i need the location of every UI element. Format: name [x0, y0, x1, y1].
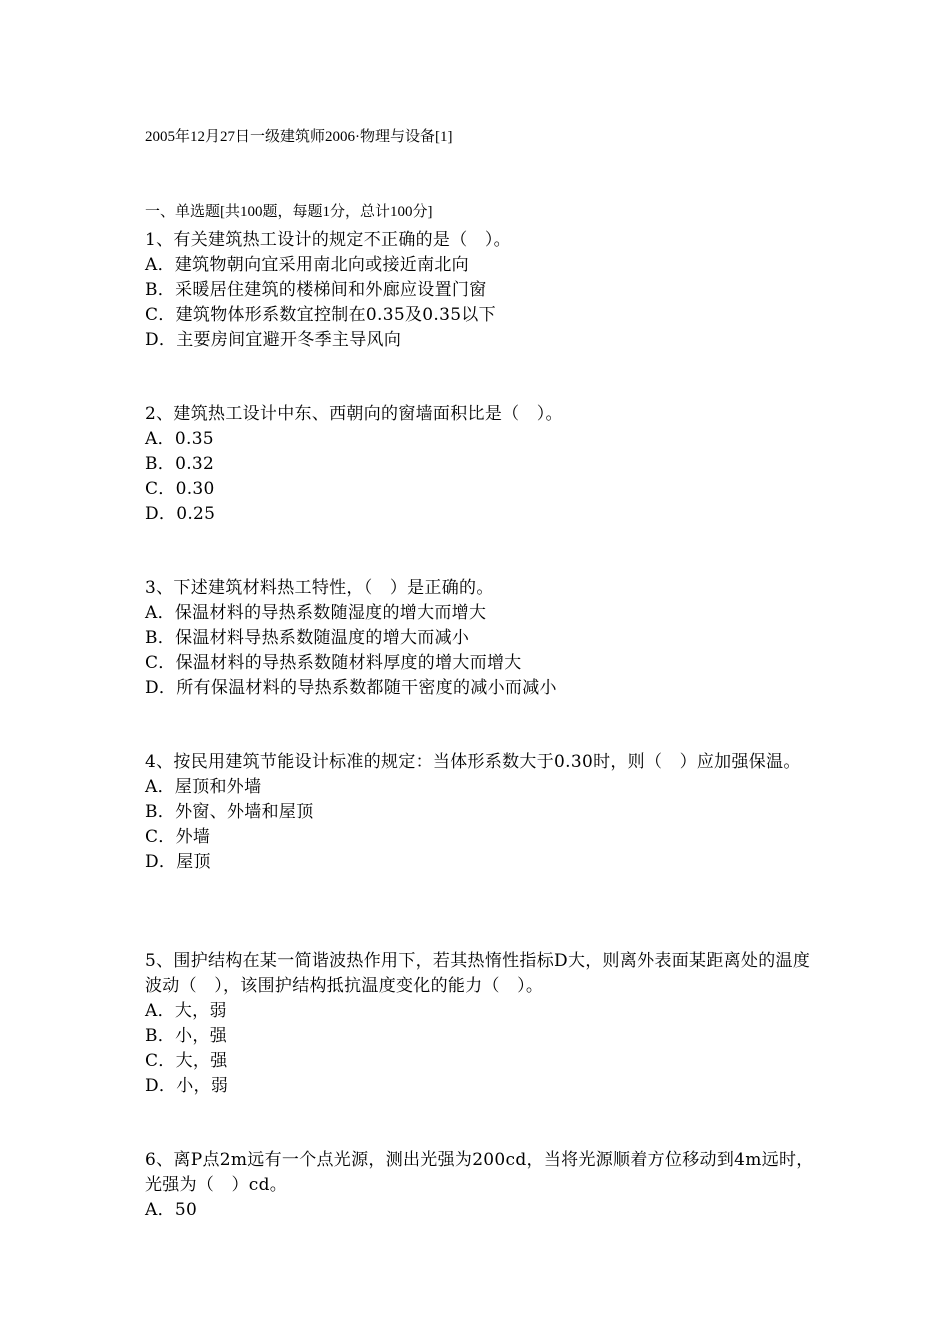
question-6: [145, 1148, 815, 1223]
question-stem: 3、下述建筑材料热工特性，（ ）是正确的。: [145, 578, 494, 598]
option-c: C．大，强: [145, 1051, 228, 1071]
question-stem: 4、按民用建筑节能设计标准的规定：当体形系数大于0.30时，则（ ）应加强保温。: [145, 752, 801, 772]
document-title: 2005年12月27日一级建筑师2006·物理与设备[1]: [145, 129, 453, 145]
question-stem: 2、建筑热工设计中东、西朝向的窗墙面积比是（ ）。: [145, 404, 563, 424]
section-heading: 一、单选题[共100题，每题1分，总计100分]: [145, 204, 433, 220]
option-d: D．小，弱: [145, 1076, 229, 1096]
option-a: A．0.35: [145, 429, 214, 449]
option-b: B．保温材料导热系数随温度的增大而减小: [145, 628, 470, 648]
option-a: A．屋顶和外墙: [145, 777, 262, 797]
option-c: C．0.30: [145, 479, 215, 499]
option-c: C．建筑物体形系数宜控制在0.35及0.35以下: [145, 305, 496, 325]
question-1: [145, 228, 815, 353]
option-a: A．建筑物朝向宜采用南北向或接近南北向: [145, 255, 469, 275]
option-d: D．所有保温材料的导热系数都随干密度的减小而减小: [145, 678, 557, 698]
option-b: B．0.32: [145, 454, 215, 474]
option-a: A．保温材料的导热系数随湿度的增大而增大: [145, 603, 487, 623]
option-b: B．外窗、外墙和屋顶: [145, 802, 314, 822]
option-a: A．50: [145, 1200, 198, 1220]
question-stem: 1、有关建筑热工设计的规定不正确的是（ ）。: [145, 230, 511, 250]
option-d: D．主要房间宜避开冬季主导风向: [145, 330, 402, 350]
question-stem: 6、离P点2m远有一个点光源，测出光强为200cd，当将光源顺着方位移动到4m远时，光强为（ ）cd。: [145, 1150, 814, 1195]
question-4: [145, 750, 815, 875]
option-b: B．采暖居住建筑的楼梯间和外廊应设置门窗: [145, 280, 487, 300]
question-stem: 5、围护结构在某一简谐波热作用下，若其热惰性指标D大，则离外表面某距离处的温度波动（ ），该围护结构抵抗温度变化的能力（ ）。: [145, 951, 811, 996]
option-b: B．小，强: [145, 1026, 227, 1046]
option-d: D．屋顶: [145, 852, 211, 872]
option-c: C．保温材料的导热系数随材料厚度的增大而增大: [145, 653, 522, 673]
question-5: [145, 949, 815, 1099]
option-d: D．0.25: [145, 504, 216, 524]
question-2: [145, 402, 815, 527]
question-3: [145, 576, 815, 701]
option-c: C．外墙: [145, 827, 211, 847]
option-a: A．大，弱: [145, 1001, 227, 1021]
